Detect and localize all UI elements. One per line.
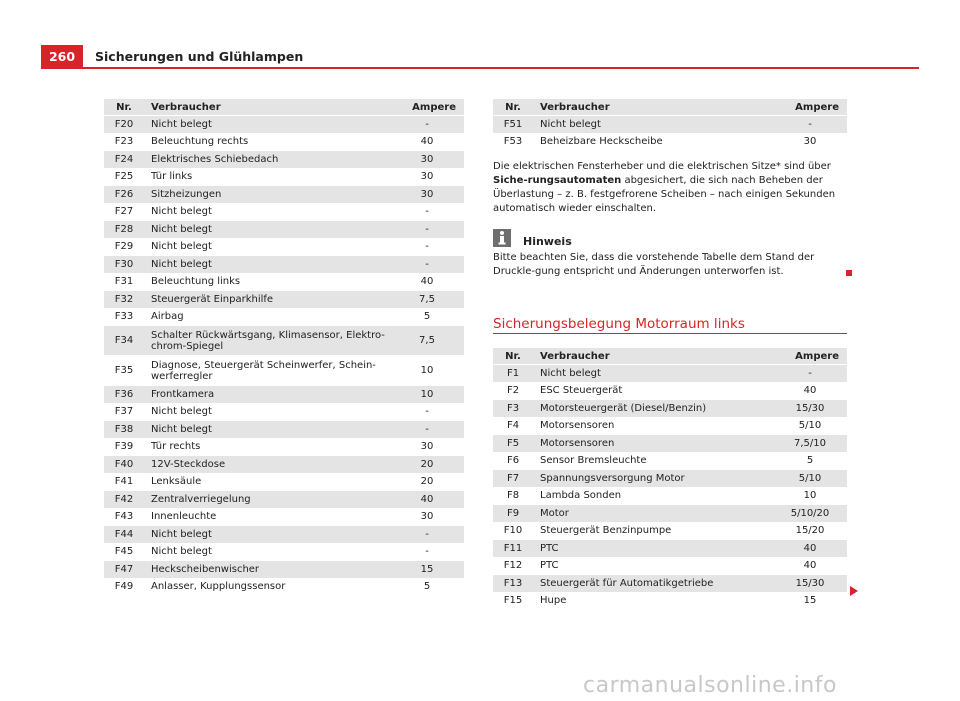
- fuse-number: F30: [104, 256, 144, 274]
- fuse-consumer: Airbag: [151, 311, 184, 323]
- fuse-consumer: Nicht belegt: [144, 221, 390, 239]
- fuse-number: F11: [493, 540, 533, 558]
- table-row: [493, 557, 847, 575]
- fuse-number: F3: [493, 400, 533, 418]
- fuse-consumer: Tür rechts: [151, 441, 201, 453]
- fuse-number: F49: [114, 581, 134, 593]
- fuse-consumer: Anlasser, Kupplungssensor: [151, 581, 286, 593]
- fuse-number: F6: [506, 455, 520, 467]
- table-row: [493, 417, 847, 435]
- fuse-number: F39: [114, 441, 134, 453]
- column-header-consumer: Verbraucher: [533, 99, 773, 116]
- fuse-number: F20: [104, 116, 144, 134]
- fuse-ampere: 30: [390, 186, 464, 204]
- fuse-consumer: Lenksäule: [151, 476, 202, 488]
- fuse-consumer: Motorsteuergerät (Diesel/Benzin): [533, 400, 773, 418]
- table-row: [493, 452, 847, 470]
- fuse-number: F41: [114, 476, 134, 488]
- fuse-ampere: 5: [806, 455, 814, 467]
- fuse-consumer: Frontkamera: [144, 386, 390, 404]
- fuse-number: F12: [503, 560, 523, 572]
- column-header-nr: Nr.: [104, 99, 144, 116]
- fuse-consumer: Diagnose, Steuergerät Scheinwerfer, Schein-werferregler: [151, 359, 376, 382]
- fuse-consumer: Nicht belegt: [144, 421, 390, 439]
- table-row: [104, 456, 464, 474]
- info-note-icon: [493, 229, 511, 247]
- fuse-ampere: 20: [420, 476, 434, 488]
- fuse-number: F35: [114, 365, 134, 376]
- fuse-consumer: Heckscheibenwischer: [144, 561, 390, 579]
- fuse-consumer: Spannungsversorgung Motor: [533, 470, 773, 488]
- fuse-number: F32: [104, 291, 144, 309]
- chapter-title: Sicherungen und Glühlampen: [95, 49, 304, 64]
- fuse-consumer: Nicht belegt: [533, 365, 773, 383]
- fuse-consumer: Tür links: [151, 171, 193, 183]
- section-rule: [493, 333, 847, 334]
- fuse-number: F1: [493, 365, 533, 383]
- fuse-ampere: 30: [420, 511, 434, 523]
- fuse-consumer: Beheizbare Heckscheibe: [540, 136, 663, 148]
- table-row: [493, 592, 847, 609]
- fuse-ampere: -: [773, 365, 847, 383]
- continue-arrow-icon: [850, 586, 858, 596]
- fuse-ampere: 10: [420, 365, 434, 376]
- fuse-ampere: 7,5/10: [773, 435, 847, 453]
- fuse-number: F25: [114, 171, 134, 183]
- fuse-ampere: 7,5: [390, 326, 464, 356]
- fuse-ampere: -: [425, 406, 429, 418]
- fuse-ampere: 5/10: [773, 470, 847, 488]
- table-row: [104, 291, 464, 309]
- fuse-consumer: 12V-Steckdose: [144, 456, 390, 474]
- column-header-ampere: Ampere: [773, 99, 847, 116]
- watermark: carmanualsonline.info: [583, 673, 837, 698]
- fuse-consumer: Nicht belegt: [151, 241, 212, 253]
- fuse-ampere: 40: [803, 385, 817, 397]
- fuse-ampere: 7,5: [390, 291, 464, 309]
- table-header-row: [493, 99, 847, 116]
- fuse-consumer: Nicht belegt: [151, 406, 212, 418]
- note-text: Bitte beachten Sie, dass die vorstehende Tabelle dem Stand der Druckle-gung entspricht und Änderungen unterworfen ist.: [493, 252, 815, 277]
- fuse-consumer: Nicht belegt: [144, 256, 390, 274]
- table-row: [104, 438, 464, 456]
- fuse-number: F36: [104, 386, 144, 404]
- fuse-ampere: 40: [420, 276, 434, 288]
- fuse-ampere: -: [390, 221, 464, 239]
- fuse-ampere: 30: [803, 136, 817, 148]
- fuse-ampere: 10: [390, 386, 464, 404]
- table-row: [104, 116, 464, 134]
- fuse-number: F37: [114, 406, 134, 418]
- fuse-ampere: 15/30: [773, 575, 847, 593]
- fuse-number: F44: [104, 526, 144, 544]
- fuse-consumer: Innenleuchte: [151, 511, 217, 523]
- fuse-ampere: 15: [803, 595, 817, 607]
- fuse-consumer: Steuergerät für Automatikgetriebe: [533, 575, 773, 593]
- fuse-ampere: 30: [420, 171, 434, 183]
- table-row: [104, 421, 464, 439]
- table-row: [104, 273, 464, 291]
- fuse-ampere: -: [390, 256, 464, 274]
- table-row: [493, 400, 847, 418]
- fuse-number: F43: [114, 511, 134, 523]
- fuse-ampere: -: [390, 526, 464, 544]
- column-header-consumer: Verbraucher: [533, 348, 773, 365]
- fuse-consumer: PTC: [533, 540, 773, 558]
- table-row: [493, 435, 847, 453]
- column-header-nr: Nr.: [493, 99, 533, 116]
- fuse-consumer: Hupe: [540, 595, 567, 607]
- fuse-consumer: Nicht belegt: [144, 116, 390, 134]
- fuse-ampere: 30: [420, 441, 434, 453]
- table-row: [104, 526, 464, 544]
- table-header-row: [493, 348, 847, 365]
- fuse-number: F15: [503, 595, 523, 607]
- fuse-number: F26: [104, 186, 144, 204]
- table-row: [104, 238, 464, 256]
- fuse-number: F27: [114, 206, 134, 218]
- fuse-consumer: Sitzheizungen: [144, 186, 390, 204]
- section-end-marker: [846, 270, 852, 276]
- column-header-ampere: Ampere: [390, 99, 464, 116]
- paragraph-text-end: abgesichert, die sich nach Beheben der Überlastung – z. B. festgefrorene Scheiben – nach einigen Sekunden automatisch wieder einschalten.: [493, 175, 836, 214]
- table-row: [104, 561, 464, 579]
- table-row: [104, 543, 464, 561]
- fuse-consumer: Motor: [533, 505, 773, 523]
- fuse-ampere: 40: [803, 560, 817, 572]
- table-row: [104, 133, 464, 151]
- fuse-ampere: -: [425, 206, 429, 218]
- fuse-number: F13: [493, 575, 533, 593]
- fuse-ampere: -: [425, 241, 429, 253]
- fuse-number: F34: [104, 326, 144, 356]
- fuse-consumer: Zentralverriegelung: [144, 491, 390, 509]
- table-row: [104, 578, 464, 595]
- fuse-consumer: Motorsensoren: [533, 435, 773, 453]
- fuse-consumer: PTC: [540, 560, 559, 572]
- fuse-ampere: 5: [423, 581, 431, 593]
- fuse-number: F51: [493, 116, 533, 134]
- fuse-consumer: Lambda Sonden: [540, 490, 622, 502]
- table-row: [104, 203, 464, 221]
- table-row: [493, 382, 847, 400]
- fuse-ampere: 20: [390, 456, 464, 474]
- table-row: [493, 116, 847, 134]
- fuse-consumer: Steuergerät Einparkhilfe: [144, 291, 390, 309]
- fuse-ampere: 5: [423, 311, 431, 323]
- fuse-consumer: Nicht belegt: [151, 546, 212, 558]
- fuse-ampere: 15: [390, 561, 464, 579]
- fuse-ampere: -: [390, 116, 464, 134]
- table-row: [493, 365, 847, 383]
- paragraph-text-start: Die elektrischen Fensterheber und die elektrischen Sitze* sind über: [493, 161, 831, 172]
- section-title: Sicherungsbelegung Motorraum links: [493, 316, 745, 332]
- fuse-ampere: 5/10/20: [773, 505, 847, 523]
- table-row: [104, 326, 464, 356]
- fuse-number: F31: [114, 276, 134, 288]
- fuse-ampere: 40: [773, 540, 847, 558]
- table-row: [104, 403, 464, 421]
- fuse-consumer: Nicht belegt: [151, 206, 212, 218]
- fuse-number: F40: [104, 456, 144, 474]
- paragraph-bold-term: Siche-rungsautomaten: [493, 175, 622, 186]
- note-title: Hinweis: [523, 235, 572, 248]
- fuse-number: F42: [104, 491, 144, 509]
- fuse-table-engine-left: [493, 348, 847, 609]
- fuse-table-left: [104, 99, 464, 595]
- table-row: [104, 508, 464, 526]
- fuse-consumer: Beleuchtung rechts: [151, 136, 249, 148]
- fuse-table-right-top: [493, 99, 847, 150]
- header-rule: [41, 67, 919, 69]
- fuse-number: F23: [114, 136, 134, 148]
- table-row: [493, 575, 847, 593]
- fuse-number: F2: [506, 385, 520, 397]
- table-row: [493, 505, 847, 523]
- fuse-number: F28: [104, 221, 144, 239]
- fuse-consumer: Steuergerät Benzinpumpe: [540, 525, 672, 537]
- fuse-ampere: 40: [390, 491, 464, 509]
- fuse-consumer: Beleuchtung links: [151, 276, 241, 288]
- fuse-ampere: -: [390, 421, 464, 439]
- fuse-number: F9: [493, 505, 533, 523]
- fuse-ampere: -: [773, 116, 847, 134]
- table-row: [104, 186, 464, 204]
- page-number: 260: [41, 45, 83, 68]
- fuse-number: F7: [493, 470, 533, 488]
- fuse-consumer: Motorsensoren: [540, 420, 615, 432]
- circuit-breaker-paragraph: [493, 160, 843, 216]
- fuse-number: F47: [104, 561, 144, 579]
- fuse-consumer: ESC Steuergerät: [540, 385, 623, 397]
- fuse-ampere: 5/10: [798, 420, 822, 432]
- table-row: [104, 151, 464, 169]
- fuse-number: F5: [493, 435, 533, 453]
- fuse-ampere: 30: [390, 151, 464, 169]
- fuse-number: F24: [104, 151, 144, 169]
- table-row: [104, 491, 464, 509]
- fuse-ampere: 15/20: [795, 525, 825, 537]
- fuse-number: F29: [114, 241, 134, 253]
- table-row: [104, 386, 464, 404]
- fuse-number: F38: [104, 421, 144, 439]
- table-row: [493, 540, 847, 558]
- fuse-ampere: 15/30: [773, 400, 847, 418]
- table-row: [104, 256, 464, 274]
- fuse-number: F8: [506, 490, 520, 502]
- fuse-ampere: 10: [803, 490, 817, 502]
- fuse-ampere: -: [425, 546, 429, 558]
- table-row: [493, 522, 847, 540]
- fuse-number: F45: [114, 546, 134, 558]
- table-row: [104, 221, 464, 239]
- fuse-consumer: Schalter Rückwärtsgang, Klimasensor, Elektro-chrom-Spiegel: [144, 326, 390, 356]
- table-row: [104, 168, 464, 186]
- table-row: [104, 308, 464, 326]
- fuse-consumer: Nicht belegt: [144, 526, 390, 544]
- table-row: [493, 133, 847, 150]
- fuse-consumer: Elektrisches Schiebedach: [144, 151, 390, 169]
- fuse-number: F53: [503, 136, 523, 148]
- table-row: [104, 473, 464, 491]
- table-row: [493, 487, 847, 505]
- table-row: [104, 356, 464, 386]
- table-row: [493, 470, 847, 488]
- fuse-number: F4: [506, 420, 520, 432]
- column-header-nr: Nr.: [493, 348, 533, 365]
- fuse-consumer: Sensor Bremsleuchte: [540, 455, 647, 467]
- table-header-row: [104, 99, 464, 116]
- fuse-number: F33: [114, 311, 134, 323]
- fuse-consumer: Nicht belegt: [533, 116, 773, 134]
- column-header-consumer: Verbraucher: [144, 99, 390, 116]
- fuse-number: F10: [503, 525, 523, 537]
- fuse-ampere: 40: [420, 136, 434, 148]
- column-header-ampere: Ampere: [773, 348, 847, 365]
